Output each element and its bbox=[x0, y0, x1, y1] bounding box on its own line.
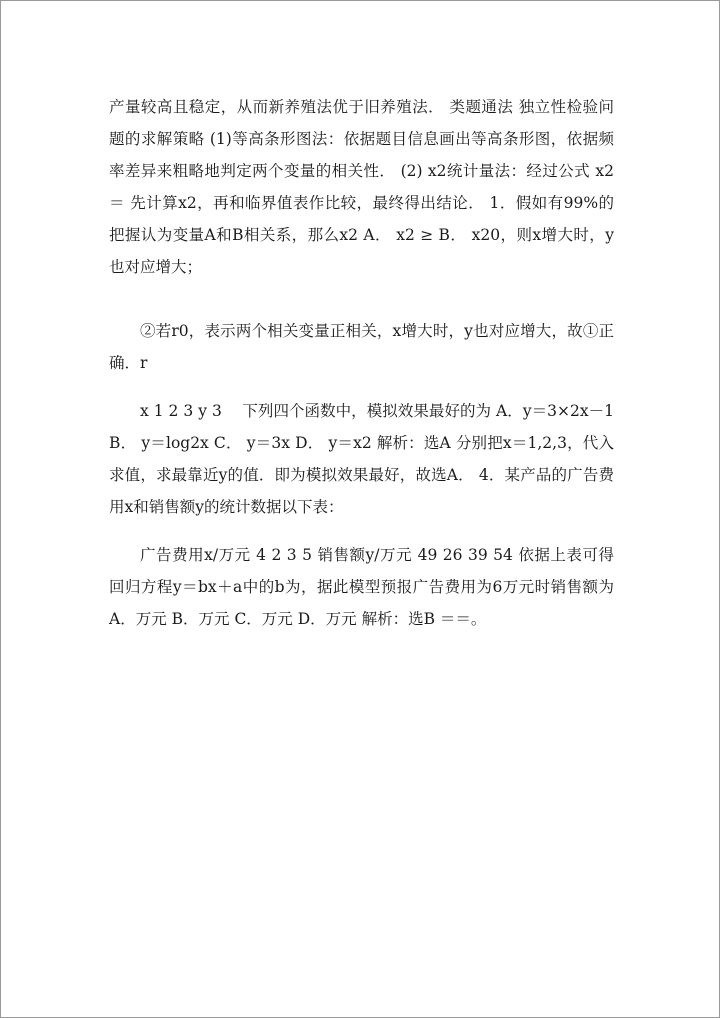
paragraph-1-text: 产量较高且稳定，从而新养殖法优于旧养殖法． 类题通法 独立性检验问题的求解策略 (1)等高条形图法：依据题目信息画出等高条形图，依据频率差异来粗略地判定两个变量的相关性． (2) x2统计量法：经过公式 x2＝ 先计算x2，再和临界值表作比较，最终得出结论． 1．假如有99%的把握认为变量A和B相关系，那么x2 A． x2 ≥ B． x20，则x增大时，y也对应增大； bbox=[109, 98, 614, 276]
paragraph-3-text: x 1 2 3 y 3 下列四个函数中，模拟效果最好的为 A．y＝3×2x－1 B． y＝log2x C． y＝3x D． y＝x2 解析：选A 分别把x＝1,2,3，代入求值，求最靠近y的值．即为模拟效果最好，故选A． 4．某产品的广告费用x和销售额y的统计数据以下表： bbox=[109, 402, 614, 516]
paragraph-1 bbox=[109, 91, 614, 283]
paragraph-3 bbox=[109, 395, 614, 523]
paragraph-2-text: ②若r0，表示两个相关变量正相关，x增大时，y也对应增大，故①正确．r bbox=[109, 322, 614, 372]
paragraph-2 bbox=[109, 315, 614, 379]
paragraph-4-text: 广告费用x/万元 4 2 3 5 销售额y/万元 49 26 39 54 依据上表可得回归方程y＝bx＋a中的b为，据此模型预报广告费用为6万元时销售额为 A．万元 B．万元 C．万元 D．万元 解析：选B ＝＝。 bbox=[109, 546, 614, 628]
paragraph-4 bbox=[109, 539, 614, 635]
